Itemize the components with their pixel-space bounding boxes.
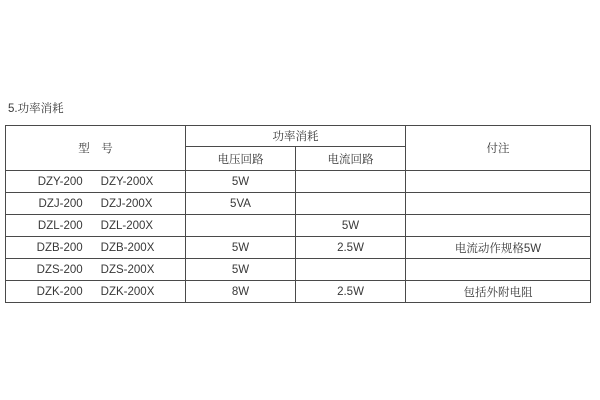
model-name: DZL-200X <box>100 219 154 232</box>
current-circuit-cell: 5W <box>296 215 406 237</box>
section-title: 5.功率消耗 <box>8 103 64 115</box>
header-voltage-circuit: 电压回路 <box>186 147 296 171</box>
model-name: DZK-200 <box>36 285 83 298</box>
header-row-top <box>6 126 591 147</box>
table-row <box>6 237 591 259</box>
current-circuit-cell: 2.5W <box>296 281 406 303</box>
header-notes: 付注 <box>406 126 591 171</box>
voltage-circuit-cell: 5W <box>186 171 296 193</box>
current-circuit-cell <box>296 171 406 193</box>
model-name: DZY-200X <box>100 175 154 188</box>
model-cell <box>6 171 186 193</box>
model-name: DZS-200 <box>36 263 83 276</box>
model-cell <box>6 281 186 303</box>
power-consumption-table <box>5 125 591 303</box>
model-cell <box>6 193 186 215</box>
model-cell <box>6 237 186 259</box>
current-circuit-cell <box>296 193 406 215</box>
model-name: DZL-200 <box>37 219 83 232</box>
model-cell <box>6 259 186 281</box>
model-pair <box>37 242 155 254</box>
current-circuit-cell: 2.5W <box>296 237 406 259</box>
model-pair <box>38 220 153 232</box>
model-name: DZB-200 <box>36 241 83 254</box>
model-pair <box>38 176 154 188</box>
voltage-circuit-cell: 5W <box>186 237 296 259</box>
model-name: DZJ-200X <box>100 197 153 210</box>
table-row <box>6 259 591 281</box>
model-name: DZJ-200 <box>38 197 83 210</box>
voltage-circuit-cell <box>186 215 296 237</box>
note-cell <box>406 171 591 193</box>
model-pair <box>37 264 155 276</box>
header-model: 型 号 <box>6 126 186 171</box>
table-row <box>6 281 591 303</box>
table-row <box>6 171 591 193</box>
note-cell: 包括外附电阻 <box>406 281 591 303</box>
model-cell <box>6 215 186 237</box>
voltage-circuit-cell: 5W <box>186 259 296 281</box>
model-name: DZS-200X <box>100 263 155 276</box>
table-row <box>6 193 591 215</box>
model-name: DZB-200X <box>100 241 155 254</box>
model-name: DZY-200 <box>37 175 83 188</box>
header-power-group: 功率消耗 <box>186 126 406 147</box>
model-name: DZK-200X <box>100 285 155 298</box>
model-pair <box>37 286 155 298</box>
voltage-circuit-cell: 5VA <box>186 193 296 215</box>
current-circuit-cell <box>296 259 406 281</box>
note-cell: 电流动作规格5W <box>406 237 591 259</box>
voltage-circuit-cell: 8W <box>186 281 296 303</box>
note-cell <box>406 193 591 215</box>
table-row <box>6 215 591 237</box>
note-cell <box>406 215 591 237</box>
note-cell <box>406 259 591 281</box>
model-pair <box>39 198 153 210</box>
header-current-circuit: 电流回路 <box>296 147 406 171</box>
